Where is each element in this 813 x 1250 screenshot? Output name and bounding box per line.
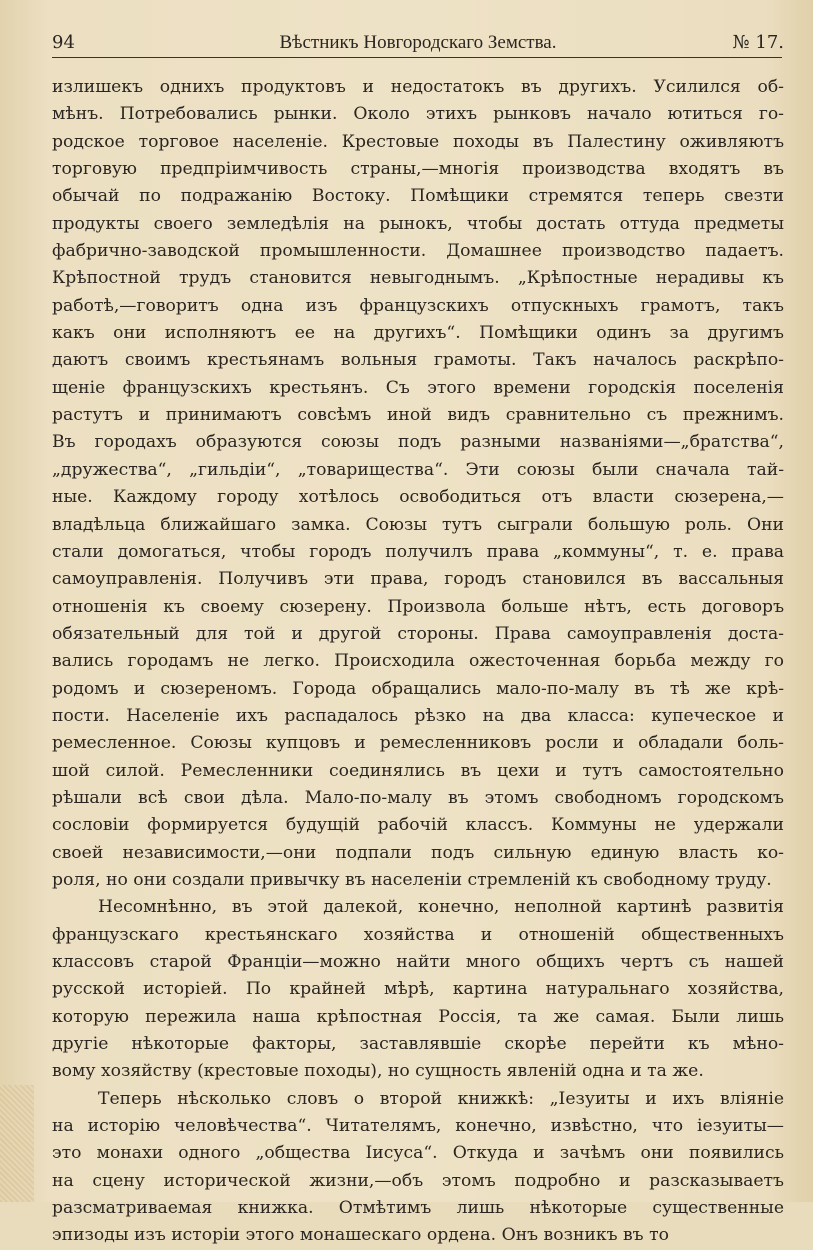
text-line: щеніе французскихъ крестьянъ. Съ этого времени городскія поселенія — [52, 377, 784, 398]
text-line: ремесленное. Союзы купцовъ и ремесленниковъ росли и обладали боль- — [52, 733, 784, 754]
text-line: другіе нѣкоторые факторы, заставлявшіе скорѣе перейти къ мѣно- — [52, 1034, 784, 1055]
text-line: фабрично-заводской промышленности. Домашнее производство падаетъ. — [52, 241, 784, 262]
text-line: продукты своего земледѣлія на рынокъ, чтобы достать оттуда предметы — [52, 213, 784, 234]
text-line: обязательный для той и другой стороны. Права самоуправленія доста- — [52, 623, 784, 644]
running-title: Вѣстникъ Новгородскаго Земства. — [279, 32, 557, 53]
text-line: даютъ своимъ крестьянамъ вольныя грамоты. Такъ началось раскрѣпо- — [52, 350, 784, 371]
text-line: русской исторіей. По крайней мѣрѣ, картина натуральнаго хозяйства, — [52, 979, 784, 1000]
binding-edge — [0, 1085, 34, 1202]
text-line: родское торговое населеніе. Крестовые походы въ Палестину оживляютъ — [52, 131, 784, 152]
text-line: Теперь нѣсколько словъ о второй книжкѣ: „Іезуиты и ихъ вліяніе — [98, 1088, 784, 1109]
text-line: пости. Населеніе ихъ распадалось рѣзко на два класса: купеческое и — [52, 705, 784, 726]
text-line: излишекъ однихъ продуктовъ и недостатокъ въ другихъ. Усилился об- — [52, 77, 784, 97]
body-text — [52, 74, 784, 1250]
text-line: которую пережила наша крѣпостная Россія, та же самая. Были лишь — [52, 1006, 784, 1027]
text-line: своей независимости,—они подпали подъ сильную единую власть ко- — [52, 842, 784, 863]
text-line: Несомнѣнно, въ этой далекой, конечно, неполной картинѣ развитія — [98, 897, 784, 918]
text-line: растутъ и принимаютъ совсѣмъ иной видъ сравнительно съ прежнимъ. — [52, 405, 784, 426]
text-line: мѣнъ. Потребовались рынки. Около этихъ рынковъ начало ютиться го- — [52, 104, 784, 125]
text-line: ные. Каждому городу хотѣлось освободиться отъ власти сюзерена,— — [52, 487, 784, 508]
text-line: французскаго крестьянскаго хозяйства и отношеній общественныхъ — [52, 924, 784, 945]
text-line: родомъ и сюзереномъ. Города обращались мало-по-малу въ тѣ же крѣ- — [52, 678, 784, 699]
text-line: отношенія къ своему сюзерену. Произвола больше нѣтъ, есть договоръ — [52, 596, 784, 617]
text-line: сословіи формируется будущій рабочій классъ. Коммуны не удержали — [52, 815, 784, 836]
text-line: стали домогаться, чтобы городъ получилъ права „коммуны“, т. е. права — [52, 541, 784, 562]
text-line: вались городамъ не легко. Происходила ожесточенная борьба между го — [52, 651, 784, 672]
text-line: работѣ,—говоритъ одна изъ французскихъ отпускныхъ грамотъ, такъ — [52, 295, 784, 316]
text-line: Въ городахъ образуются союзы подъ разными названіями—„братства“, — [52, 432, 784, 453]
header-rule — [52, 57, 782, 58]
text-line: рѣшали всѣ свои дѣла. Мало-по-малу въ этомъ свободномъ городскомъ — [52, 787, 784, 808]
text-line: „дружества“, „гильдіи“, „товарищества“. Эти союзы были сначала тай- — [52, 459, 784, 480]
text-line: эпизоды изъ исторіи этого монашескаго ордена. Онъ возникъ въ то — [52, 1225, 669, 1246]
page-header — [52, 30, 784, 56]
text-line: на исторію человѣчества“. Читателямъ, конечно, извѣстно, что іезуиты— — [52, 1116, 784, 1137]
text-line: разсматриваемая книжка. Отмѣтимъ лишь нѣкоторые существенные — [52, 1198, 784, 1219]
text-line: роля, но они создали привычку въ населеніи стремленій къ свободному труду. — [52, 869, 772, 890]
issue-number: № 17. — [732, 32, 784, 53]
text-line: самоуправленія. Получивъ эти права, городъ становился въ вассальныя — [52, 569, 784, 590]
text-line: вому хозяйству (крестовые походы), но сущность явленій одна и та же. — [52, 1061, 704, 1082]
text-line: это монахи одного „общества Іисуса“. Откуда и зачѣмъ они появились — [52, 1143, 784, 1164]
text-line: владѣльца ближайшаго замка. Союзы тутъ сыграли большую роль. Они — [52, 514, 784, 535]
text-line: какъ они исполняютъ ее на другихъ“. Помѣщики одинъ за другимъ — [52, 323, 784, 344]
text-line: шой силой. Ремесленники соединялись въ цехи и тутъ самостоятельно — [52, 760, 784, 781]
text-line: обычай по подражанію Востоку. Помѣщики стремятся теперь свезти — [52, 186, 784, 207]
text-line: классовъ старой Франціи—можно найти много общихъ чертъ съ нашей — [52, 952, 784, 972]
text-line: Крѣпостной трудъ становится невыгоднымъ. „Крѣпостные нерадивы къ — [52, 268, 784, 289]
page-number: 94 — [52, 32, 75, 53]
text-line: на сцену исторической жизни,—объ этомъ подробно и разсказываетъ — [52, 1170, 784, 1191]
text-line: торговую предпріимчивость страны,—многія производства входятъ въ — [52, 159, 784, 180]
